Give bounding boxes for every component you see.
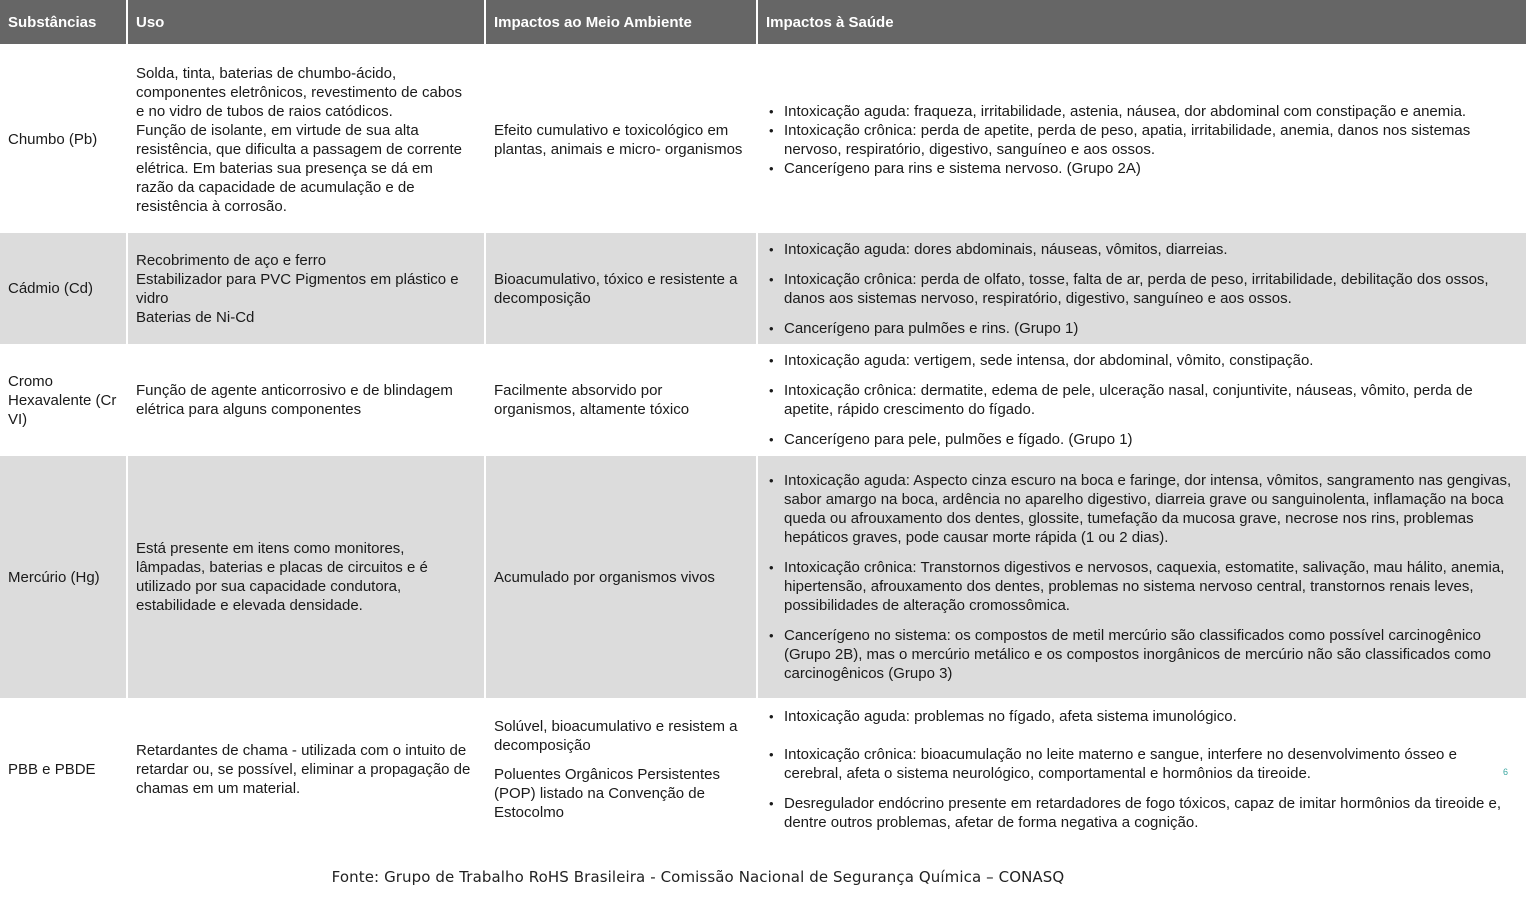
health-item: • Intoxicação aguda: dores abdominais, náuseas, vômitos, diarreias. xyxy=(766,240,1518,259)
health-item: • Intoxicação aguda: Aspecto cinza escuro na boca e faringe, dor intensa, vômitos, sangramento nas gengivas, sabor amargo na boca, ardência no aparelho digestivo, diarreia grave ou sanguinolenta, inflamação na boca queda ou afrouxamento dos dentes, glossite, tumefação da mucosa grave, necrose nos rins, problemas hepáticos graves, pode causar morte rápida (1 ou 2 dias). xyxy=(766,471,1518,547)
use-text: Função de agente anticorrosivo e de blindagem elétrica para alguns componentes xyxy=(136,382,453,418)
use-line: resistência, que dificulta a passagem de corrente xyxy=(136,140,463,158)
page-number: 6 xyxy=(1503,767,1509,777)
header-substances: Substâncias xyxy=(0,0,127,45)
health-item: • Intoxicação aguda: vertigem, sede intensa, dor abdominal, vômito, constipação. xyxy=(766,351,1518,370)
health-list xyxy=(766,240,1518,338)
substance-cell: Chumbo (Pb) xyxy=(0,45,127,233)
use-line: razão da capacidade de acumulação e de xyxy=(136,178,415,196)
health-item: • Cancerígeno no sistema: os compostos de metil mercúrio são classificados como possível carcinogênico (Grupo 2B), mas o mercúrio metálico e os compostos inorgânicos de mercúrio não são classificados como carcinogênicos (Grupo 3) xyxy=(766,626,1518,683)
table-row-pbb-pbde xyxy=(0,698,1526,840)
use-cell xyxy=(127,456,485,698)
use-cell xyxy=(127,45,485,233)
health-cell xyxy=(757,233,1526,344)
substance-cell: Cromo Hexavalente (Cr VI) xyxy=(0,344,127,456)
health-item: • Intoxicação aguda: fraqueza, irritabilidade, astenia, náusea, dor abdominal com constipação e anemia. xyxy=(766,102,1518,121)
health-cell xyxy=(757,698,1526,840)
environment-cell xyxy=(485,344,757,456)
use-line: Baterias de Ni-Cd xyxy=(136,308,255,326)
health-item: • Intoxicação crônica: Transtornos digestivos e nervosos, caquexia, estomatite, salivação, mau hálito, anemia, hipertensão, afrouxamento dos dentes, problemas no sistema nervoso central, transtornos renais leves, possibilidades de alteração cromossômica. xyxy=(766,558,1518,615)
environment-cell xyxy=(485,456,757,698)
table-row-chromium xyxy=(0,344,1526,456)
health-item: • Intoxicação crônica: bioacumulação no leite materno e sangue, interfere no desenvolvimento ósseo e cerebral, afeta o sistema neurológico, comportamental e hormônios da tireoide. xyxy=(766,745,1518,783)
health-list xyxy=(766,471,1518,683)
table-row-lead xyxy=(0,45,1526,233)
substance-cell: Mercúrio (Hg) xyxy=(0,456,127,698)
environment-cell xyxy=(485,233,757,344)
source-footer: Fonte: Grupo de Trabalho RoHS Brasileira - Comissão Nacional de Segurança Química – CONASQ xyxy=(331,868,1065,886)
substance-cell: Cádmio (Cd) xyxy=(0,233,127,344)
health-cell xyxy=(757,344,1526,456)
health-item: • Cancerígeno para rins e sistema nervoso. (Grupo 2A) xyxy=(766,159,1518,178)
substance-cell: PBB e PBDE xyxy=(0,698,127,840)
use-line: resistência à corrosão. xyxy=(136,197,287,215)
use-line: Função de isolante, em virtude de sua alta xyxy=(136,121,419,139)
table-row-mercury xyxy=(0,456,1526,698)
health-item: • Intoxicação crônica: perda de apetite, perda de peso, apatia, irritabilidade, anemia, danos nos sistemas nervoso, respiratório, digestivo, sanguíneo e aos ossos. xyxy=(766,121,1518,159)
health-item: • Intoxicação crônica: dermatite, edema de pele, ulceração nasal, conjuntivite, náuseas, vômito, perda de apetite, rápido crescimento do fígado. xyxy=(766,381,1518,419)
use-text: Está presente em itens como monitores, lâmpadas, baterias e placas de circuitos e é utilizado por sua capacidade condutora, estabilidade e elevada densidade. xyxy=(136,540,428,614)
health-cell xyxy=(757,45,1526,233)
use-line: Recobrimento de aço e ferro xyxy=(136,251,327,269)
health-list xyxy=(766,707,1518,832)
health-list xyxy=(766,102,1518,178)
environment-cell xyxy=(485,45,757,233)
environment-text: Bioacumulativo, tóxico e resistente a decomposição xyxy=(494,270,738,307)
header-row xyxy=(0,0,1526,45)
header-environment: Impactos ao Meio Ambiente xyxy=(485,0,757,45)
header-use: Uso xyxy=(127,0,485,45)
health-cell xyxy=(757,456,1526,698)
use-line: e no vidro de tubos de raios catódicos. xyxy=(136,102,393,120)
health-item: • Intoxicação crônica: perda de olfato, tosse, falta de ar, perda de peso, irritabilidade, debilitação dos ossos, danos aos sistemas nervoso, respiratório, digestivo, sanguíneo e aos ossos. xyxy=(766,270,1518,308)
use-line: Estabilizador para PVC Pigmentos em plástico e vidro xyxy=(136,270,459,307)
header-health: Impactos à Saúde xyxy=(757,0,1526,45)
use-cell xyxy=(127,233,485,344)
health-item: • Intoxicação aguda: problemas no fígado, afeta sistema imunológico. xyxy=(766,707,1518,726)
environment-text: Poluentes Orgânicos Persistentes (POP) listado na Convenção de Estocolmo xyxy=(494,765,720,821)
use-cell xyxy=(127,344,485,456)
table-row-cadmium xyxy=(0,233,1526,344)
environment-text: Facilmente absorvido por organismos, altamente tóxico xyxy=(494,382,690,418)
use-line: elétrica. Em baterias sua presença se dá em xyxy=(136,159,433,177)
environment-text: Efeito cumulativo e toxicológico em plantas, animais e micro- organismos xyxy=(494,121,743,158)
environment-text: Acumulado por organismos vivos xyxy=(494,568,715,586)
use-line: componentes eletrônicos, revestimento de cabos xyxy=(136,83,463,101)
use-cell xyxy=(127,698,485,840)
use-text: Retardantes de chama - utilizada com o intuito de retardar ou, se possível, eliminar a propagação de chamas em um material. xyxy=(136,741,471,797)
environment-text: Solúvel, bioacumulativo e resistem a decomposição xyxy=(494,717,738,754)
use-line: Solda, tinta, baterias de chumbo-ácido, xyxy=(136,64,397,82)
environment-cell xyxy=(485,698,757,840)
health-list xyxy=(766,351,1518,449)
health-item: • Cancerígeno para pele, pulmões e fígado. (Grupo 1) xyxy=(766,430,1518,449)
health-item: • Desregulador endócrino presente em retardadores de fogo tóxicos, capaz de imitar hormônios da tireoide e, dentre outros problemas, afetar de forma negativa a cognição. xyxy=(766,794,1518,832)
table-header xyxy=(0,0,1526,45)
health-item: • Cancerígeno para pulmões e rins. (Grupo 1) xyxy=(766,319,1518,338)
